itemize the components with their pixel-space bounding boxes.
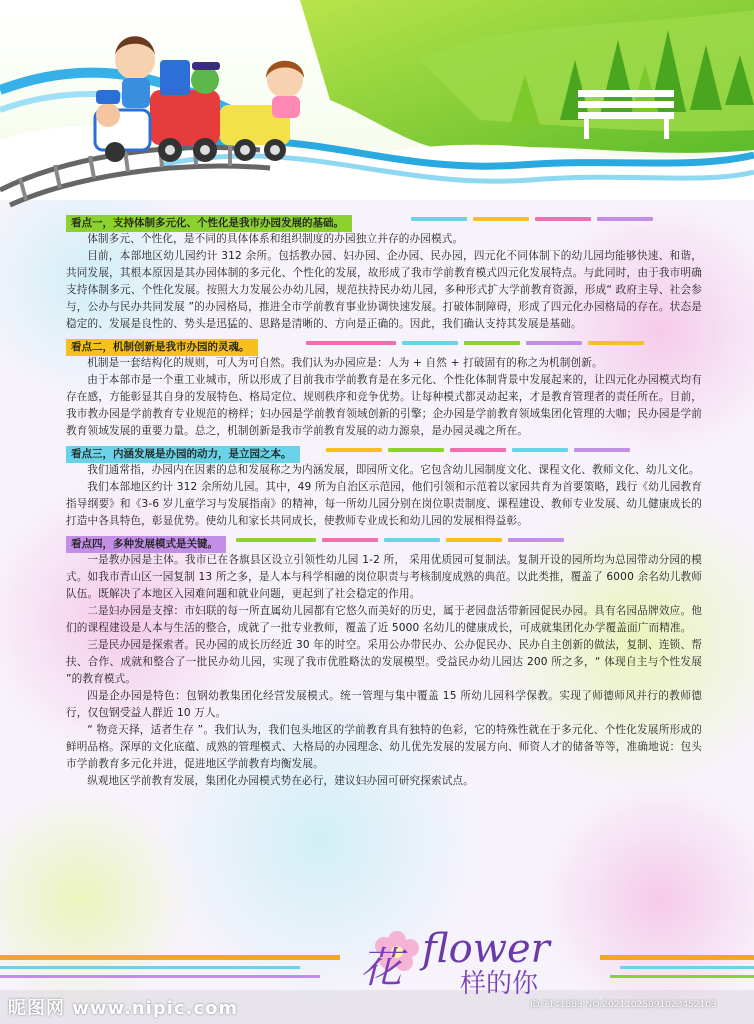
color-rule [306,341,702,345]
signature-cn-top: 花 [360,943,403,992]
watermark-site: 昵图网 www.nipic.com [8,998,239,1019]
paragraph: 二是妇办园是支撑：市妇联的每一所直属幼儿园都有它悠久而美好的历史，属于老园盘活带新园促民办园。具有名园品牌效应。他们的课程建设是人本与生活的整合，成就了一批专业教师，覆盖了近 5000 名幼儿的健康成长，可成就集团化办学覆盖面广而精准。 [66,605,702,634]
color-rule [411,217,702,221]
watermark-id: ID:7141883 NO:20211025091023452103 [530,1000,717,1010]
paragraph: 纵观地区学前教育发展，集团化办园模式势在必行，建议妇办园可研究探索试点。 [87,775,474,787]
paragraph: 四是企办园是特色：包钢幼教集团化经营发展模式。统一管理与集中覆盖 15 所幼儿园科学保教。实现了师德师风并行的教师德行，仅包钢受益人群近 10 万人。 [66,690,702,719]
signature-script: flower [422,926,550,972]
paragraph: 机制是一套结构化的规则，可人为可自然。我们认为办园应是：人为 + 自然 + 打破固有的称之为机制创新。 [87,357,603,369]
paragraph: 三是民办园是探索者。民办园的成长历经近 30 年的时空。采用公办带民办、公办促民办、民办自主创新的做法，复制、连锁、帮扶、合作、成就和整合了一批民办幼儿园，实现了我市优胜略汰的发展模型。受益民办幼儿园达 200 所之多，“ 体现自主与个性发展 ”的教育模式。 [66,639,702,685]
section-4 [66,532,702,790]
paragraph: 我们本部地区约计 312 余所幼儿园。其中，49 所为自治区示范园，他们引领和示范着以家园共育为首要策略，践行《幼儿园教育指导纲要》和《3-6 岁儿童学习与发展指南》的精神，每一所幼儿园分别在岗位职责制度、课程建设、教师专业发展、幼儿健康成长的打造中各具特色，彰显优势。使幼儿和家长共同成长，使教师专业成长和幼儿园的发展相得益彰。 [66,481,702,527]
section-heading: 看点四，多种发展模式是关键。 [66,536,226,553]
flower-signature-logo [352,920,582,1000]
paragraph: 我们通常指，办园内在因素的总和发展称之为内涵发展，即园所文化。它包含幼儿园制度文化、课程文化、教师文化、幼儿文化。 [87,464,700,476]
color-rule [326,448,702,452]
section-heading: 看点三，内涵发展是办园的动力，是立园之本。 [66,446,300,463]
section-heading: 看点一，支持体制多元化、个性化是我市办园发展的基础。 [66,215,352,232]
color-rule [236,538,702,542]
paragraph: 目前，本部地区幼儿园约计 312 余所。包括教办园、妇办园、企办园、民办园，四元化不同体制下的幼儿园均能够快速、和谐，共同发展，其根本原因是其办园体制的多元化、个性化的发展，故形成了我市学前教育模式四元化发展特点。与此同时，由于我市明确支持体制多元、个性化发展。按照大力发展公办幼儿园，规范扶持民办幼儿园，多种形式扩大学前教育资源，形成“ 政府主导、社会参与，公办与民办共同发展 ”的办园格局，推进全市学前教育事业协调快速发展。打破体制障碍，形成了四元化办园格局的存在。状态是稳定的、发展是良性的、势头是迅猛的、思路是清晰的、方向是正确的。因此，我们确认支持其发展是基础。 [66,250,702,330]
section-2 [66,335,702,440]
section-1 [66,211,702,333]
section-heading: 看点二，机制创新是我市办园的灵魂。 [66,339,258,356]
signature-cn-bottom: 样的你 [460,969,539,999]
paragraph: 由于本部市是一个重工业城市，所以形成了目前我市学前教育是在多元化、个性化体制背景中发展起来的，让四元化办园模式均有存在感，方能彰显其自身的发展特色、格局定位、规则秩序和竞争优势。让每种模式都灵动起来，才是教育管理者的责任所在。目前，我市教办园是学前教育专业规范的榜样；妇办园是学前教育领域创新的引擎；企办园是学前教育领域集团化管理的大咖；民办园是学前教育领域发展的重要力量。总之，机制创新是我市学前教育发展的动力源泉，是办园灵魂之所在。 [66,374,702,437]
section-3 [66,442,702,530]
paragraph: 体制多元、个性化，是不同的具体体系和组织制度的办园独立并存的办园模式。 [87,233,464,245]
article-content [66,211,702,790]
paragraph: “ 物竞天择，适者生存 ”。我们认为，我们包头地区的学前教育具有独特的色彩，它的特殊性就在于多元化、个性化发展所形成的鲜明品格。深厚的文化底蕴、成熟的管理模式、大格局的办园理念、幼儿优先发展的发展方向、师资人才的储备等等，准确地说：包头市学前教育多元化并进，促进地区学前教育均衡发展。 [66,724,702,770]
paragraph: 一是教办园是主体。我市已在各旗县区设立引领性幼儿园 1-2 所， 采用优质园可复制法。复制开设的园所均为总园带动分园的模式。如我市青山区一园复制 13 所之多，是人本与科学相融的岗位职责与考核制度成熟的典范。以此类推，覆盖了 6000 余名幼儿教师队伍。既解决了本地区入园难问题和就业问题，更起到了社会稳定的作用。 [66,554,702,600]
